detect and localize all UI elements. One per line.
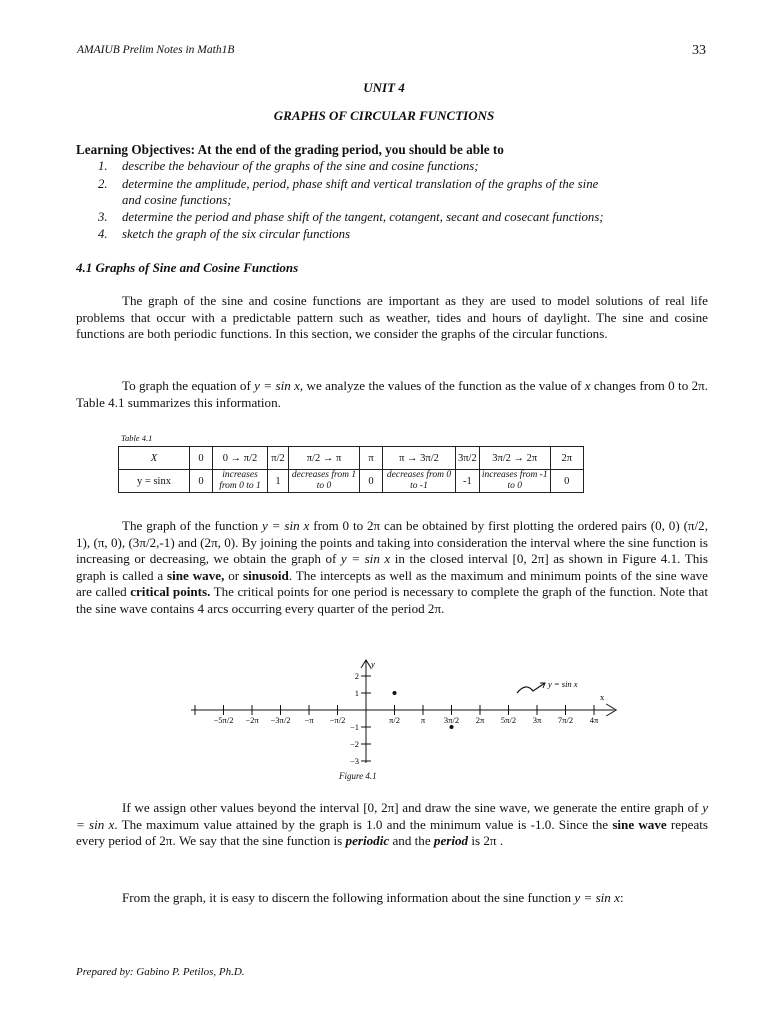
x-tick-label: π (420, 715, 426, 725)
x-axis-label: x (600, 692, 605, 702)
y-ticks (350, 671, 371, 766)
y-tick-label: −3 (349, 756, 359, 766)
table-header-row: X 0 0 → π/2 π/2 π/2 → π π π → 3π/2 3π/2 3π/2 → 2π 2π (119, 447, 584, 470)
y-tick-label: 2 (354, 671, 359, 681)
page-number: 33 (692, 43, 706, 58)
x-tick-label: 2π (475, 715, 485, 725)
objective-item: 4. sketch the graph of the six circular functions (98, 227, 351, 241)
paragraph-1: The graph of the sine and cosine functions are important as they are used to model solutions of real life problems that occur with a predictable pattern such as weather, tides and hours of daylight. The sine and cosine functions are both periodic functions. In this section, we consider the graphs of the circular functions. (76, 293, 708, 342)
x-ticks (195, 705, 599, 725)
unit-heading: UNIT 4 (363, 80, 405, 95)
paragraph-4: If we assign other values beyond the interval [0, 2π] and draw the sine wave, we generate the entire graph of y = sin x. The maximum value attained by the graph is 1.0 and the minimum value is -1.0. Since the sine wave repeats every period of 2π. We say that the sine function is periodic and the period is 2π . (76, 800, 708, 849)
x-tick-label: π/2 (389, 715, 400, 725)
objective-item: 1. describe the behaviour of the graphs of the sine and cosine functions; (98, 159, 479, 173)
figure-caption: Figure 4.1 (339, 771, 377, 781)
x-tick-label: −3π/2 (270, 715, 291, 725)
footer: Prepared by: Gabino P. Petilos, Ph.D. (76, 966, 245, 978)
x-tick-label: 3π (532, 715, 542, 725)
x-tick-label: −2π (245, 715, 259, 725)
running-header: AMAIUB Prelim Notes in Math1B (77, 44, 235, 56)
page-title: GRAPHS OF CIRCULAR FUNCTIONS (273, 108, 495, 123)
x-tick-label: −π (304, 715, 314, 725)
values-table (118, 446, 584, 493)
objectives-heading: Learning Objectives: At the end of the grading period, you should be able to (76, 142, 504, 157)
y-tick-label: −2 (349, 739, 359, 749)
x-tick-label: 3π/2 (443, 715, 460, 725)
figure-4-1 (190, 658, 630, 770)
x-tick-label: 7π/2 (557, 715, 574, 725)
x-tick-label: 5π/2 (500, 715, 517, 725)
x-tick-label: −5π/2 (213, 715, 234, 725)
y-axis-label: y (371, 659, 375, 669)
curve-arrow (517, 683, 545, 693)
axes (191, 660, 616, 763)
paragraph-3: The graph of the function y = sin x from 0 to 2π can be obtained by first plotting the ordered pairs (0, 0) (π/2, 1), (π, 0), (3π/2,-1) and (2π, 0). By joining the points and taking into consideration the interval where the sine function is increasing or decreasing, we obtain the graph of y = sin x in the closed interval [0, 2π] as shown in Figure 4.1. This graph is called a sine wave, or sinusoid. The intercepts as well as the maximum and minimum points of the sine wave are called critical points. The critical points for one period is necessary to complete the graph of the function. Note that the sine wave contains 4 arcs occurring every quarter of the period 2π. (76, 518, 708, 616)
paragraph-2: To graph the equation of y = sin x, we analyze the values of the function as the value of x changes from 0 to 2π. Table 4.1 summarizes this information. (76, 378, 709, 410)
x-tick-label: 4π (589, 715, 599, 725)
y-tick-label: −1 (349, 722, 359, 732)
section-heading: 4.1 Graphs of Sine and Cosine Functions (76, 260, 299, 275)
data-point (450, 725, 454, 729)
data-point (393, 691, 397, 695)
y-tick-label: 1 (354, 688, 359, 698)
curve-label: y = sin x (548, 679, 578, 689)
table-row: y = sinx 0 increases from 0 to 1 1 decreases from 1 to 0 0 decreases from 0 to -1 -1 increases from -1 to 0 0 (119, 470, 584, 493)
objective-item: 2. determine the amplitude, period, phase shift and vertical translation of the graphs of the sine and cosine functions; (98, 177, 599, 207)
paragraph-5: From the graph, it is easy to discern the following information about the sine function y = sin x: (122, 890, 624, 905)
table-caption: Table 4.1 (121, 433, 153, 443)
x-tick-label: −π/2 (329, 715, 346, 725)
objective-item: 3. determine the period and phase shift of the tangent, cotangent, secant and cosecant functions; (98, 210, 604, 224)
